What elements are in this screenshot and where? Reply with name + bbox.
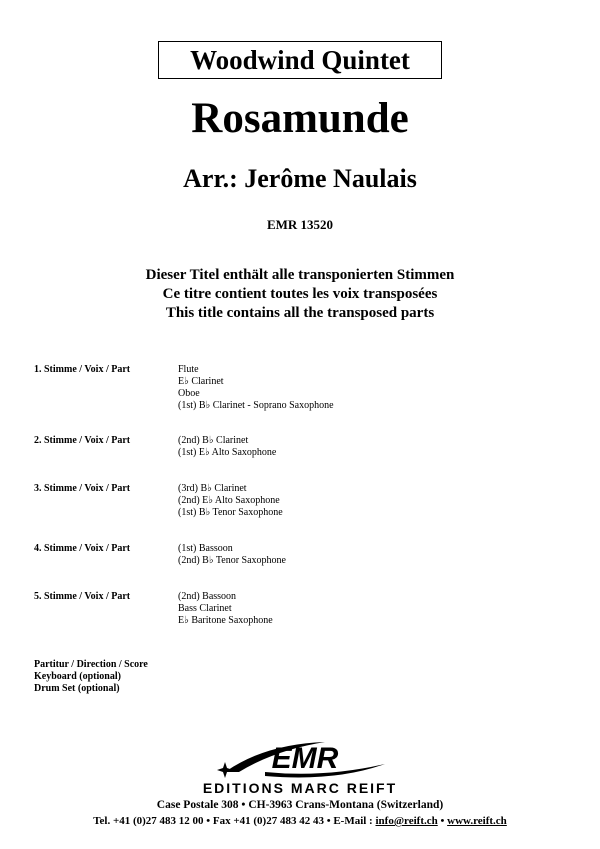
edition-number: EMR 13520: [266, 217, 334, 232]
website-link[interactable]: www.reift.ch: [447, 815, 507, 827]
instrument-item: E♭ Baritone Saxophone: [178, 615, 273, 626]
part-2-label: 2. Stimme / Voix / Part: [34, 435, 131, 446]
extra-score: Partitur / Direction / Score: [34, 659, 148, 670]
genre-title: Woodwind Quintet: [190, 45, 410, 75]
instrument-item: (2nd) E♭ Alto Saxophone: [178, 495, 280, 506]
publisher-contact: [0, 814, 600, 828]
instrument-item: Flute: [178, 364, 199, 375]
publisher-name: EDITIONS MARC REIFT: [202, 780, 398, 796]
transposed-parts-notice: [0, 266, 600, 323]
instrument-item: (3rd) B♭ Clarinet: [178, 483, 247, 494]
part-4-instruments: [178, 543, 286, 567]
part-1-instruments: [178, 364, 334, 412]
contact-separator: •: [437, 815, 448, 827]
instrument-item: (2nd) B♭ Tenor Saxophone: [178, 555, 286, 566]
instrument-item: (1st) B♭ Clarinet - Soprano Saxophone: [178, 400, 334, 411]
genre-title-box: [158, 41, 442, 79]
instrument-item: (1st) E♭ Alto Saxophone: [178, 447, 277, 458]
part-4-label: 4. Stimme / Voix / Part: [34, 543, 131, 554]
part-1-label: 1. Stimme / Voix / Part: [34, 364, 131, 375]
notice-french: Ce titre contient toutes les voix transposées: [162, 286, 438, 302]
instrument-item: (2nd) B♭ Clarinet: [178, 435, 249, 446]
part-5-instruments: [178, 591, 273, 627]
part-3-label: 3. Stimme / Voix / Part: [34, 483, 131, 494]
piece-title: Rosamunde: [191, 95, 409, 142]
instrument-item: (2nd) Bassoon: [178, 591, 237, 602]
notice-german: Dieser Titel enthält alle transponierten Stimmen: [145, 267, 455, 283]
instrument-item: Bass Clarinet: [178, 603, 232, 614]
publisher-address: Case Postale 308 • CH-3963 Crans-Montana (Switzerland): [156, 799, 444, 811]
notice-english: This title contains all the transposed parts: [165, 305, 435, 321]
part-3-instruments: [178, 483, 283, 519]
instrument-item: (1st) B♭ Tenor Saxophone: [178, 507, 283, 518]
part-2-instruments: [178, 435, 276, 459]
extra-parts: [34, 659, 148, 695]
part-5-label: 5. Stimme / Voix / Part: [34, 591, 131, 602]
email-link[interactable]: info@reift.ch: [375, 815, 438, 827]
instrument-item: E♭ Clarinet: [178, 376, 224, 387]
arranger-credit: Arr.: Jerôme Naulais: [183, 164, 417, 193]
emr-logo-text: EMR: [271, 742, 339, 775]
extra-keyboard: Keyboard (optional): [34, 671, 121, 682]
instrument-item: Oboe: [178, 388, 200, 399]
extra-drum-set: Drum Set (optional): [34, 683, 120, 694]
instrument-item: (1st) Bassoon: [178, 543, 233, 554]
phone-fax-text: Tel. +41 (0)27 483 12 00 • Fax +41 (0)27 483 42 43 • E-Mail :: [93, 815, 376, 827]
